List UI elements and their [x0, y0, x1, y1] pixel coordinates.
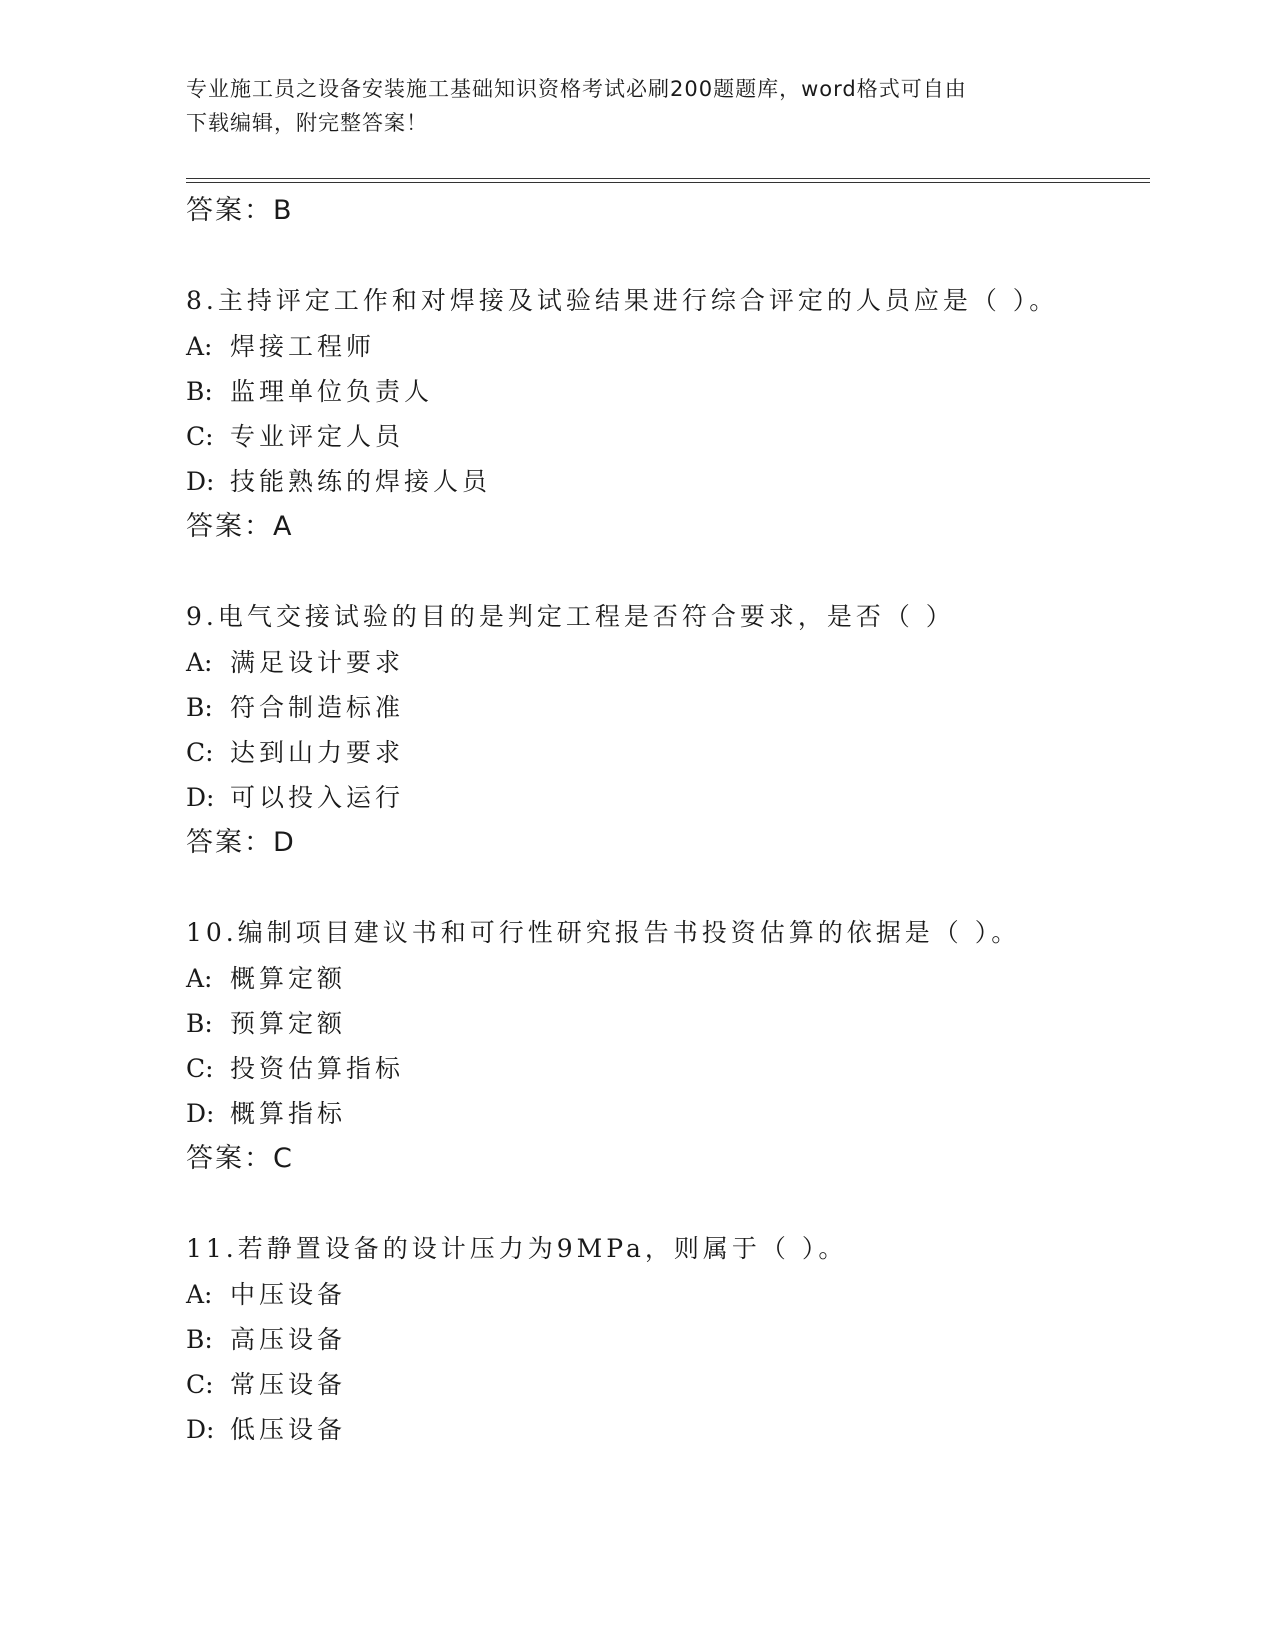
option-letter: B:: [186, 1009, 213, 1038]
option-a: [186, 324, 1150, 369]
option-text: 达到山力要求: [230, 738, 405, 767]
option-letter: C:: [186, 1370, 214, 1399]
option-letter: D:: [186, 1415, 215, 1444]
option-text: 高压设备: [230, 1325, 347, 1354]
option-letter: D:: [186, 1099, 215, 1128]
option-d: [186, 459, 1150, 504]
option-letter: D:: [186, 467, 215, 496]
option-text: 预算定额: [230, 1009, 347, 1038]
answer-line: 答案：D: [186, 827, 296, 858]
option-d: [186, 1407, 1150, 1452]
header-title-line-1: 专业施工员之设备安装施工基础知识资格考试必刷200题题库，word格式可自由: [186, 77, 967, 101]
option-text: 常压设备: [230, 1370, 347, 1399]
question-list: [186, 188, 1150, 1452]
option-letter: C:: [186, 738, 214, 767]
option-letter: A:: [186, 964, 213, 993]
option-letter: A:: [186, 1280, 213, 1309]
option-text: 概算指标: [230, 1099, 347, 1128]
answer-line: 答案：C: [186, 1143, 294, 1174]
option-a: [186, 1272, 1150, 1317]
option-a: [186, 956, 1150, 1001]
option-d: [186, 1091, 1150, 1136]
option-text: 低压设备: [230, 1415, 347, 1444]
option-letter: C:: [186, 1054, 214, 1083]
option-d: [186, 775, 1150, 820]
option-text: 满足设计要求: [230, 648, 405, 677]
question-8: [186, 278, 1150, 550]
option-a: [186, 640, 1150, 685]
option-letter: D:: [186, 783, 215, 812]
option-b: [186, 1317, 1150, 1362]
option-letter: A:: [186, 648, 213, 677]
option-c: [186, 730, 1150, 775]
option-c: [186, 414, 1150, 459]
option-c: [186, 1362, 1150, 1407]
question-9: [186, 594, 1150, 866]
document-header: [186, 72, 1066, 140]
previous-answer: 答案：B: [186, 195, 294, 226]
question-11: [186, 1226, 1150, 1452]
question-stem: 8.主持评定工作和对焊接及试验结果进行综合评定的人员应是（ ）。: [186, 286, 1059, 315]
question-stem: 10.编制项目建议书和可行性研究报告书投资估算的依据是（ ）。: [186, 918, 1021, 947]
question-stem: 11.若静置设备的设计压力为9MPa，则属于（ ）。: [186, 1234, 848, 1263]
option-text: 焊接工程师: [230, 332, 376, 361]
option-c: [186, 1046, 1150, 1091]
option-letter: C:: [186, 422, 214, 451]
answer-line: 答案：A: [186, 511, 294, 542]
option-text: 投资估算指标: [230, 1054, 405, 1083]
option-letter: B:: [186, 1325, 213, 1354]
option-b: [186, 1001, 1150, 1046]
option-letter: A:: [186, 332, 213, 361]
option-text: 概算定额: [230, 964, 347, 993]
question-10: [186, 910, 1150, 1182]
option-letter: B:: [186, 693, 213, 722]
question-stem: 9.电气交接试验的目的是判定工程是否符合要求，是否（ ）: [186, 602, 955, 631]
option-letter: B:: [186, 377, 213, 406]
header-divider: [186, 178, 1150, 183]
option-b: [186, 369, 1150, 414]
option-text: 技能熟练的焊接人员: [230, 467, 492, 496]
option-text: 专业评定人员: [230, 422, 405, 451]
option-text: 符合制造标准: [230, 693, 405, 722]
option-text: 可以投入运行: [230, 783, 405, 812]
option-text: 监理单位负责人: [230, 377, 434, 406]
option-b: [186, 685, 1150, 730]
option-text: 中压设备: [230, 1280, 347, 1309]
header-title-line-2: 下载编辑，附完整答案！: [186, 111, 428, 135]
